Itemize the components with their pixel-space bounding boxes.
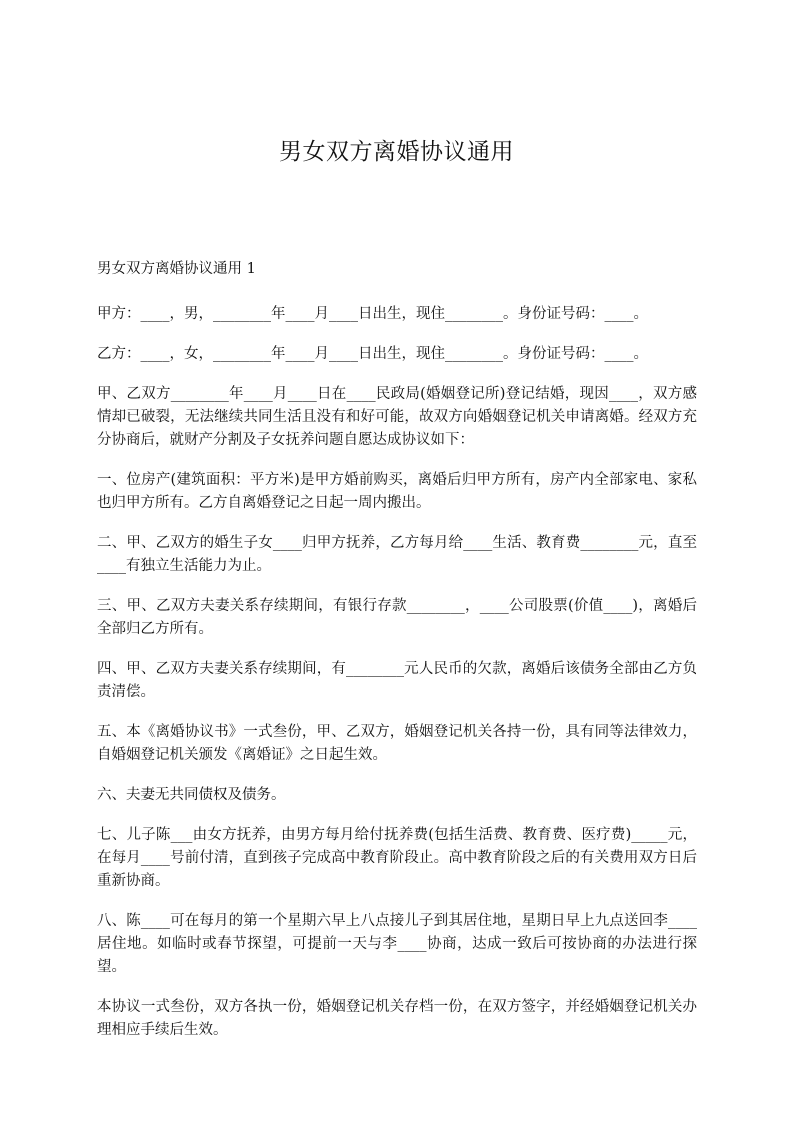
- document-title: 男女双方离婚协议通用: [279, 139, 514, 165]
- party-b-paragraph: 乙方：____，女，________年____月____日出生，现住________。身份证号码：____。: [97, 346, 648, 362]
- clause-3-paragraph: 三、甲、乙双方夫妻关系存续期间，有银行存款________，____公司股票(价值____)，离婚后全部归乙方所有。: [97, 598, 697, 637]
- closing-paragraph: 本协议一式叁份，双方各执一份，婚姻登记机关存档一份，在双方签字，并经婚姻登记机关办理相应手续后生效。: [97, 999, 697, 1038]
- marriage-statement-paragraph: 甲、乙双方________年____月____日在____民政局(婚姻登记所)登记结婚，现因____，双方感情却已破裂，无法继续共同生活且没有和好可能，故双方向婚姻登记机关申请离婚。经双方充分协商后，就财产分割及子女抚养问题自愿达成协议如下：: [97, 386, 697, 448]
- document-body: [97, 258, 697, 1059]
- clause-2-paragraph: 二、甲、乙双方的婚生子女____归甲方抚养，乙方每月给____生活、教育费________元，直至____有独立生活能力为止。: [97, 535, 697, 574]
- clause-6-paragraph: 六、夫妻无共同债权及债务。: [97, 787, 286, 803]
- clause-7-paragraph: 七、儿子陈___由女方抚养，由男方每月给付抚养费(包括生活费、教育费、医疗费)_____元，在每月____号前付清，直到孩子完成高中教育阶段止。高中教育阶段之后的有关费用双方日后重新协商。: [97, 827, 697, 889]
- clause-4-paragraph: 四、甲、乙双方夫妻关系存续期间，有________元人民币的欠款，离婚后该债务全部由乙方负责清偿。: [97, 661, 697, 700]
- clause-5-paragraph: 五、本《离婚协议书》一式叁份，甲、乙双方，婚姻登记机关各持一份，具有同等法律效力，自婚姻登记机关颁发《离婚证》之日起生效。: [97, 724, 697, 763]
- party-a-paragraph: 甲方：____，男，________年____月____日出生，现住________。身份证号码：____。: [97, 306, 648, 322]
- clause-8-paragraph: 八、陈____可在每月的第一个星期六早上八点接儿子到其居住地，星期日早上九点送回李____居住地。如临时或春节探望，可提前一天与李____协商，达成一致后可按协商的办法进行探望。: [97, 913, 697, 975]
- document-subtitle: 男女双方离婚协议通用 1: [97, 261, 256, 277]
- clause-1-paragraph: 一、位房产(建筑面积：平方米)是甲方婚前购买，离婚后归甲方所有，房产内全部家电、家私也归甲方所有。乙方自离婚登记之日起一周内搬出。: [97, 472, 697, 511]
